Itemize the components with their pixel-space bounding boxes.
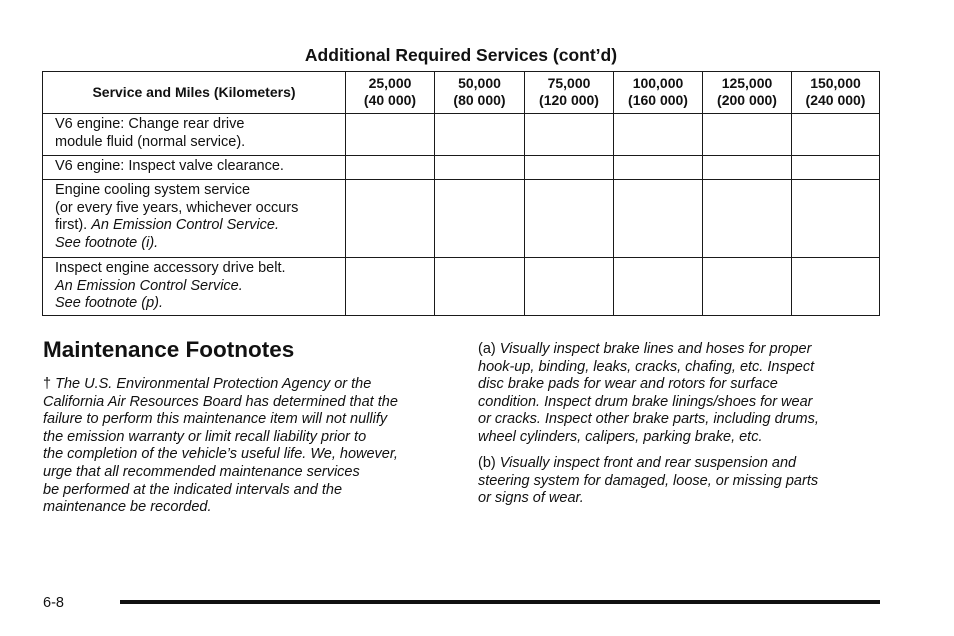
mark-cell [614,258,703,316]
footnote-mark: (a) [478,341,496,357]
mark-cell [792,180,880,258]
mark-cell [614,156,703,180]
footnote-mark: † [43,376,52,392]
mark-cell [435,114,525,156]
header-service: Service and Miles (Kilometers) [43,72,346,114]
mark-cell [703,114,792,156]
mark-cell [614,114,703,156]
mark-cell [525,156,614,180]
footnote-b: (b) Visually inspect front and rear suspension and steering system for damaged, loose, or missing parts or signs of wear. [478,455,819,507]
footnote-mark: (b) [478,455,496,471]
mark-cell [614,180,703,258]
footer-rule [120,600,880,604]
mark-cell [346,156,435,180]
service-cell: Inspect engine accessory drive belt. An Emission Control Service. See footnote (p). [43,258,346,316]
mark-cell [703,156,792,180]
mark-cell [525,114,614,156]
header-interval-3: 75,000 (120 000) [525,72,614,114]
mark-cell [792,258,880,316]
table-row [43,156,880,180]
mark-cell [525,258,614,316]
table-row [43,180,880,258]
mark-cell [703,180,792,258]
header-interval-6: 150,000 (240 000) [792,72,880,114]
mark-cell [792,156,880,180]
mark-cell [435,258,525,316]
mark-cell [525,180,614,258]
header-interval-2: 50,000 (80 000) [435,72,525,114]
footnote-dagger: † The U.S. Environmental Protection Agency or the California Air Resources Board has determined that the failure to perform this maintenance item will not nullify the emission warranty or limit recall liability prior to the completion of the vehicle’s useful life. We, however, urge that all recommended maintenance services be performed at the indicated intervals and the maintenance be recorded. [43,376,398,516]
service-cell: Engine cooling system service (or every five years, whichever occurs first). An Emission Control Service. See footnote (i). [43,180,346,258]
services-table [42,71,880,316]
table-title: Additional Required Services (cont’d) [304,45,618,65]
header-interval-5: 125,000 (200 000) [703,72,792,114]
header-interval-1: 25,000 (40 000) [346,72,435,114]
mark-cell [435,156,525,180]
header-row [43,72,880,114]
table-row [43,258,880,316]
mark-cell [346,258,435,316]
mark-cell [703,258,792,316]
footnotes-title: Maintenance Footnotes [43,337,295,362]
footnote-a: (a) Visually inspect brake lines and hoses for proper hook-up, binding, leaks, cracks, chafing, etc. Inspect disc brake pads for wear and rotors for surface condition. Inspect drum brake linings/shoes for wear or cracks. Inspect other brake parts, including drums, wheel cylinders, calipers, parking brake, etc. [478,341,819,445]
page-number: 6-8 [43,595,64,611]
mark-cell [792,114,880,156]
mark-cell [346,180,435,258]
mark-cell [346,114,435,156]
service-cell: V6 engine: Inspect valve clearance. [43,156,346,180]
table-row [43,114,880,156]
header-interval-4: 100,000 (160 000) [614,72,703,114]
service-cell: V6 engine: Change rear drive module fluid (normal service). [43,114,346,156]
mark-cell [435,180,525,258]
